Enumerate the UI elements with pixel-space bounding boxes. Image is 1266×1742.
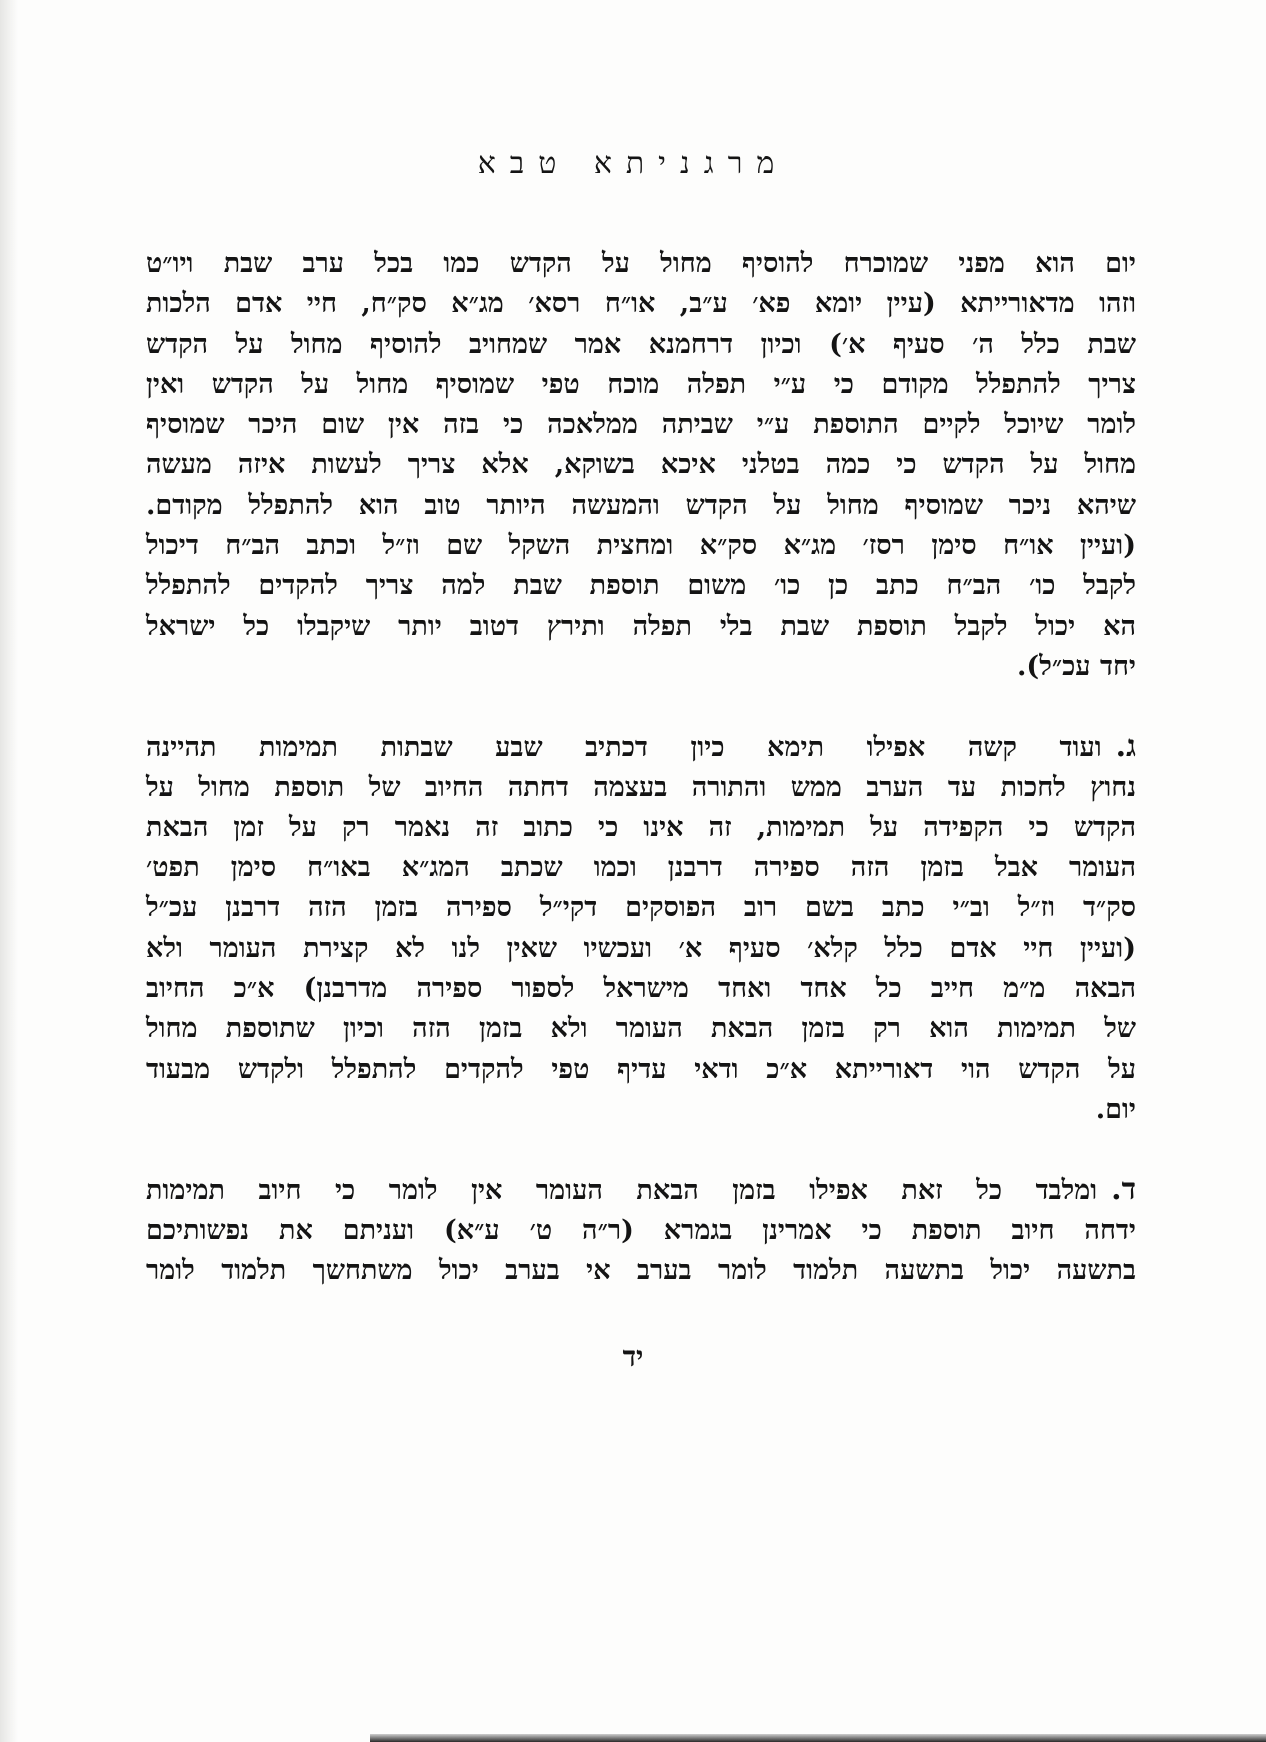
text-line: לומר שיוכל לקיים התוספת ע״י שביתה ממלאכה כי בזה אין שום היכר שמוסיף — [146, 409, 1136, 441]
text-line: של תמימות הוא רק בזמן הבאת העומר ולא בזמן הזה וכיון שתוספת מחול — [146, 1013, 1136, 1045]
text-line: נחוץ לחכות עד הערב ממש והתורה בעצמה דחתה החיוב של תוספת מחול על — [146, 771, 1136, 803]
scan-shadow-left — [0, 0, 18, 1742]
text-line: צריך להתפלל מקודם כי ע״י תפלה מוכח טפי שמוסיף מחול על הקדש ואין — [146, 368, 1136, 400]
text-line-content: ומלבד כל זאת אפילו בזמן הבאת העומר אין לומר כי חיוב תמימות — [146, 1175, 1098, 1207]
section-label: ד. — [1111, 1172, 1136, 1208]
text-line: הקדש כי הקפידה על תמימות, זה אינו כי כתוב זה נאמר רק על זמן הבאת — [146, 811, 1136, 843]
text-line — [146, 1170, 1136, 1210]
scan-edge-bottom — [370, 1734, 1266, 1742]
paragraph-dalet — [146, 1170, 1136, 1291]
section-label: ג. — [1115, 729, 1136, 765]
page-body — [146, 244, 1136, 1291]
text-line-content: ועוד קשה אפילו תימא כיון דכתיב שבע שבתות תמימות תהיינה — [146, 732, 1102, 764]
text-line: יום. — [1095, 1093, 1136, 1125]
text-line: על הקדש הוי דאורייתא א״כ ודאי עדיף טפי להקדים להתפלל ולקדש מבעוד — [146, 1053, 1136, 1085]
text-line: הא יכול לקבל תוספת שבת בלי תפלה ותירץ דטוב יותר שיקבלו כל ישראל — [146, 610, 1136, 642]
text-line: יחד עכ״ל). — [1017, 650, 1136, 682]
text-line: הבאה מ״מ חייב כל אחד ואחד מישראל לספור ספירה מדרבנן) א״כ החיוב — [146, 973, 1136, 1005]
text-line: (ועיין או״ח סימן רסז׳ מג״א סק״א ומחצית השקל שם וז״ל וכתב הב״ח דיכול — [146, 530, 1136, 562]
text-line: וזהו מדאורייתא (עיין יומא פא׳ ע״ב, או״ח רסא׳ מג״א סק״ח, חיי אדם הלכות — [146, 288, 1136, 320]
paragraph-gimel — [146, 727, 1136, 1130]
text-line: שבת כלל ה׳ סעיף א׳) וכיון דרחמנא אמר שמחויב להוסיף מחול על הקדש — [146, 328, 1136, 360]
paragraph-1 — [146, 244, 1136, 687]
text-line: שיהא ניכר שמוסיף מחול על הקדש והמעשה היותר טוב הוא להתפלל מקודם. — [146, 489, 1136, 521]
text-line: סק״ד וז״ל וב״י כתב בשם רוב הפוסקים דקי״ל ספירה בזמן הזה דרבנן עכ״ל — [146, 892, 1136, 924]
paragraph-spacer — [146, 687, 1136, 727]
text-line: לקבל כו׳ הב״ח כתב כן כו׳ משום תוספת שבת למה צריך להקדים להתפלל — [146, 570, 1136, 602]
text-line: העומר אבל בזמן הזה ספירה דרבנן וכמו שכתב המג״א באו״ח סימן תפט׳ — [146, 852, 1136, 884]
page-number: יד — [622, 1340, 644, 1373]
text-line: מחול על הקדש כי כמה בטלני איכא בשוקא, אלא צריך לעשות איזה מעשה — [146, 449, 1136, 481]
text-line — [146, 727, 1136, 767]
text-line: (ועיין חיי אדם כלל קלא׳ סעיף א׳ ועכשיו שאין לנו לא קצירת העומר ולא — [146, 932, 1136, 964]
text-line: בתשעה יכול בתשעה תלמוד לומר בערב אי בערב יכול משתחשך תלמוד לומר — [146, 1254, 1136, 1286]
text-line: יום הוא מפני שמוכרח להוסיף מחול על הקדש כמו בכל ערב שבת ויו״ט — [146, 248, 1136, 279]
text-line: ידחה חיוב תוספת כי אמרינן בגמרא (ר״ה ט׳ ע״א) ועניתם את נפשותיכם — [146, 1214, 1136, 1246]
running-head-title: מרגניתא טבא — [477, 146, 789, 181]
paragraph-spacer — [146, 1130, 1136, 1170]
